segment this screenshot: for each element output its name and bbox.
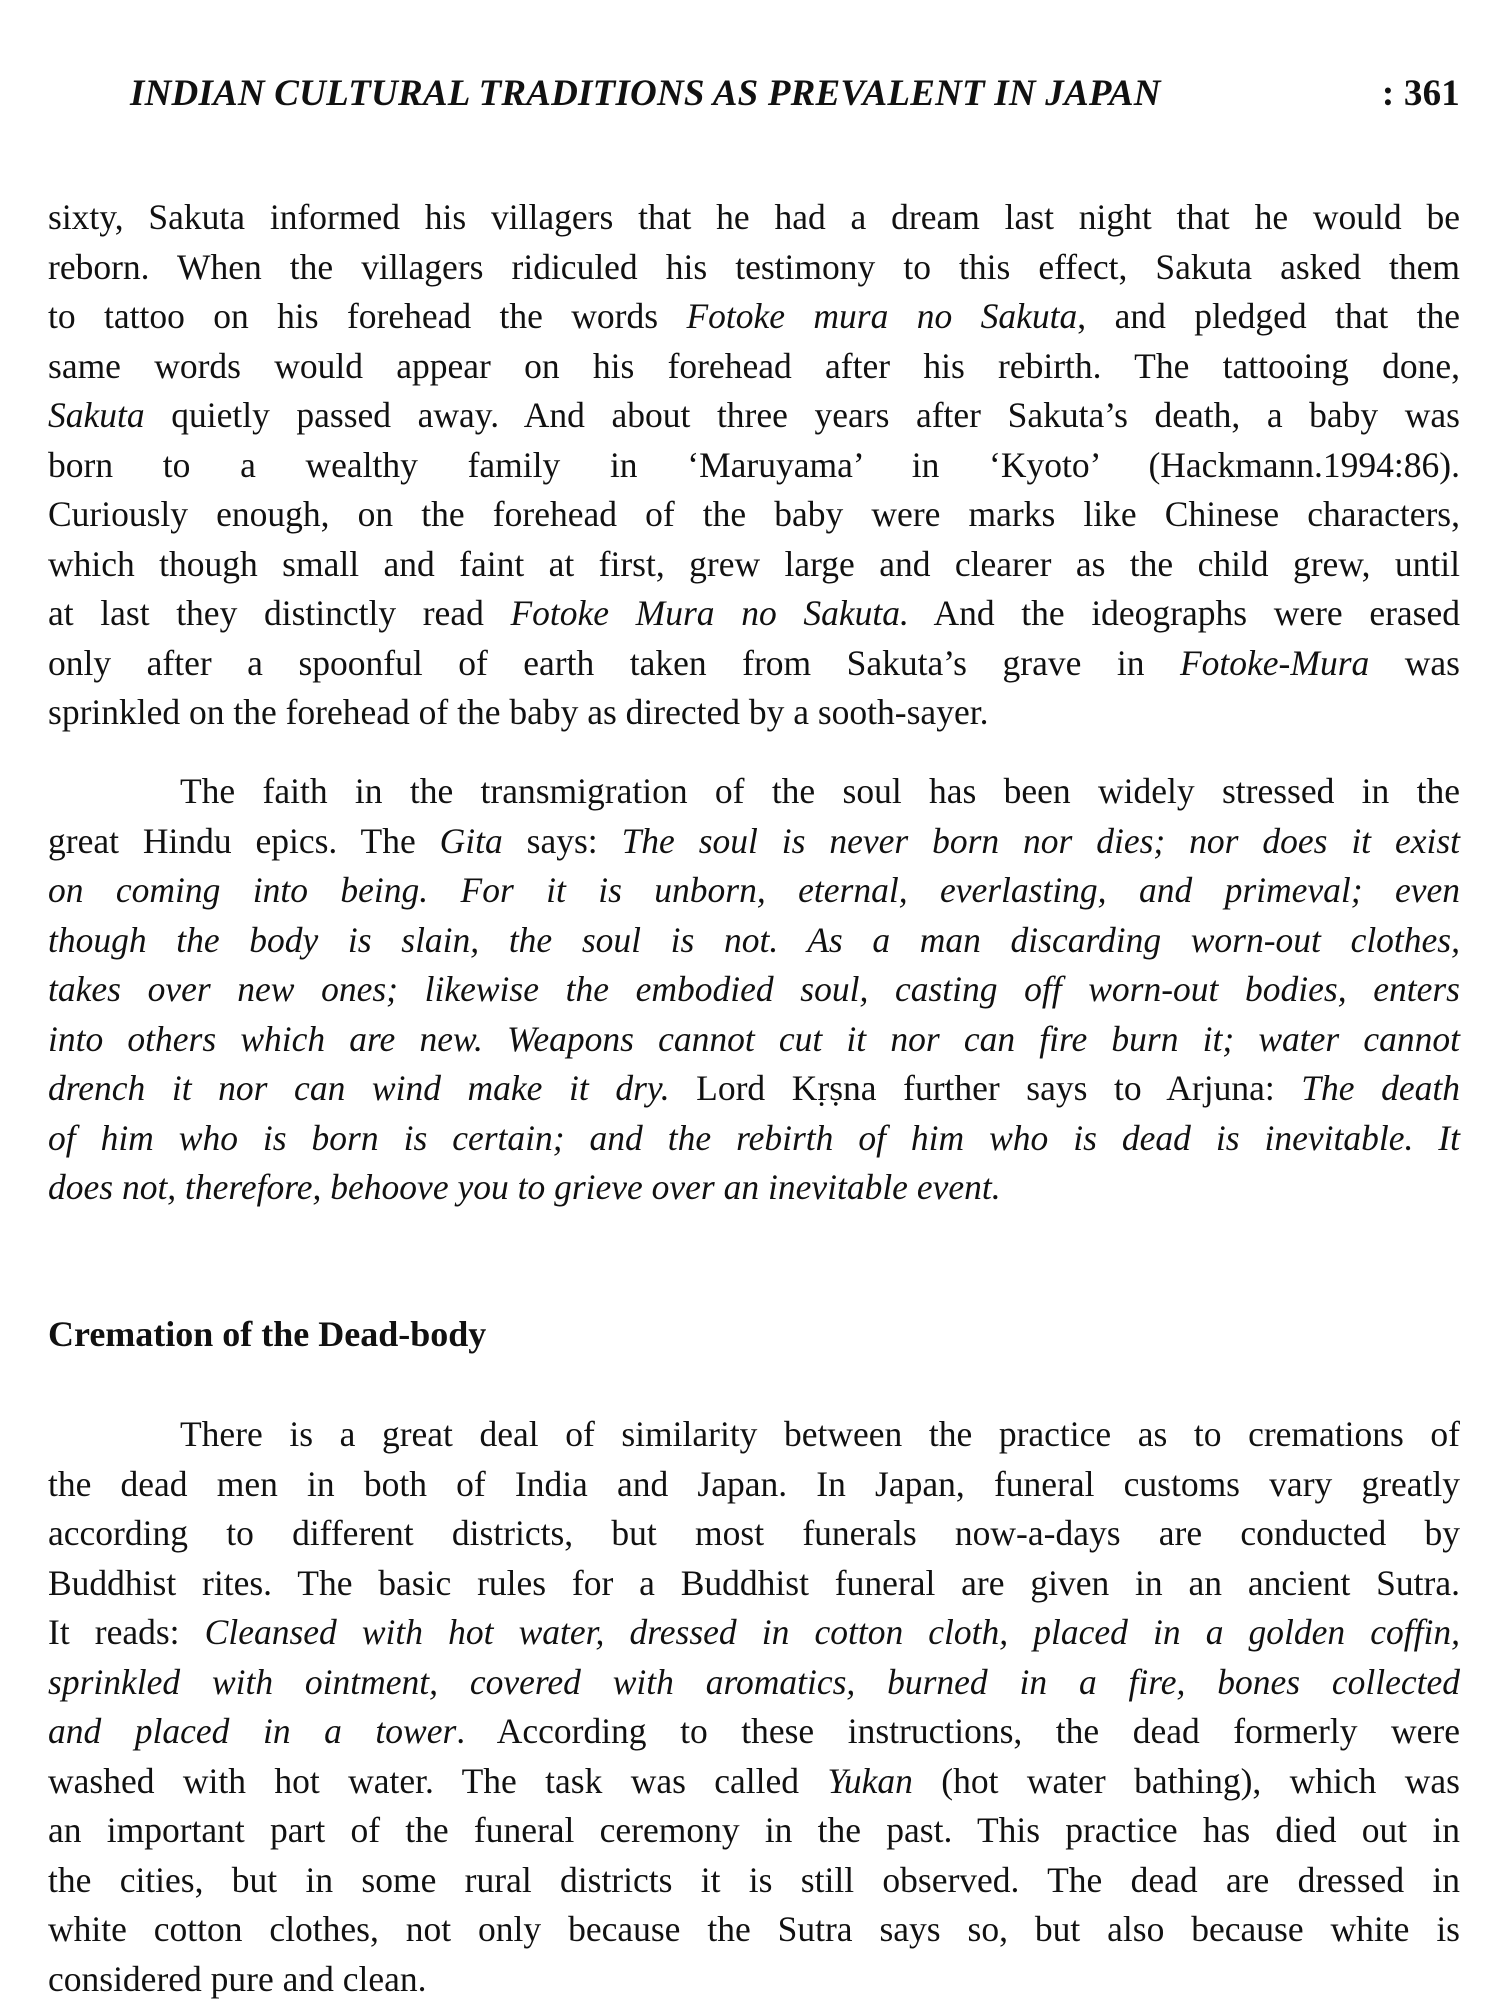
text-run: Lord Kṛṣna further says to Arjuna: [670,1068,1302,1108]
page-number: : 361 [1382,72,1460,115]
text-run: . According to these instructions, the dead formerly were [456,1711,1460,1751]
text-run: same words would appear on his forehead after his rebirth. The tattooing done, [48,346,1460,386]
text-line [48,916,1460,966]
text-line [48,1509,1460,1559]
text-run: , and pledged that the [1077,296,1460,336]
italic-text: sprinkled with ointment, covered with aromatics, burned in a fire, bones collected [48,1662,1460,1702]
text-run: born to a wealthy family in ‘Maruyama’ in ‘Kyoto’ (Hackmann.1994:86). [48,445,1460,485]
text-line [48,1559,1460,1609]
text-line [48,1806,1460,1856]
text-line [48,1410,1460,1460]
text-line [48,1064,1460,1114]
text-run: Buddhist rites. The basic rules for a Buddhist funeral are given in an ancient Sutra. [48,1563,1460,1603]
italic-text: of him who is born is certain; and the rebirth of him who is dead is inevitable. It [48,1118,1460,1158]
text-run: an important part of the funeral ceremony in the past. This practice has died out in [48,1810,1460,1850]
text-run: white cotton clothes, not only because the Sutra says so, but also because white is [48,1909,1460,1949]
text-run: which though small and faint at first, grew large and clearer as the child grew, until [48,544,1460,584]
text-line [48,1757,1460,1807]
text-line [48,1856,1460,1906]
text-line [48,391,1460,441]
italic-text: The death [1301,1068,1460,1108]
section-heading: Cremation of the Dead-body [48,1313,486,1355]
text-line [48,1707,1460,1757]
running-head [130,72,1460,132]
text-run: Curiously enough, on the forehead of the baby were marks like Chinese characters, [48,494,1460,534]
text-run: sixty, Sakuta informed his villagers that he had a dream last night that he would be [48,197,1460,237]
text-run: reborn. When the villagers ridiculed his testimony to this effect, Sakuta asked them [48,247,1460,287]
italic-text: Sakuta [48,395,145,435]
paragraph-2 [48,767,1460,1213]
chapter-title: INDIAN CULTURAL TRADITIONS AS PREVALENT IN JAPAN [130,72,1161,115]
text-line [48,1608,1460,1658]
text-line [48,1658,1460,1708]
text-line [48,1163,1460,1213]
text-run: washed with hot water. The task was called [48,1761,827,1801]
italic-text: and placed in a tower [48,1711,456,1751]
text-run: There is a great deal of similarity between the practice as to cremations of [180,1414,1460,1454]
text-line [48,1460,1460,1510]
text-line [48,342,1460,392]
text-run: quietly passed away. And about three years after Sakuta’s death, a baby was [145,395,1460,435]
text-line [48,817,1460,867]
text-run: considered pure and clean. [48,1959,427,1999]
paragraph-3 [48,1410,1460,2004]
text-line [48,965,1460,1015]
italic-text: Yukan [827,1761,913,1801]
text-line [48,866,1460,916]
italic-text: Fotoke-Mura [1180,643,1369,683]
italic-text: takes over new ones; likewise the embodied soul, casting off worn-out bodies, enters [48,969,1460,1009]
text-line [48,688,1460,738]
text-line [48,292,1460,342]
text-line [48,1955,1460,2004]
text-line [48,243,1460,293]
italic-text: does not, therefore, behoove you to grieve over an inevitable event. [48,1167,1001,1207]
text-run: It reads: [48,1612,205,1652]
text-run: the dead men in both of India and Japan. In Japan, funeral customs vary greatly [48,1464,1460,1504]
text-line [48,193,1460,243]
text-run: (hot water bathing), which was [913,1761,1460,1801]
text-run: And the ideographs were erased [909,593,1460,633]
text-line [48,540,1460,590]
text-line [48,1015,1460,1065]
text-run: according to different districts, but most funerals now-a-days are conducted by [48,1513,1460,1553]
italic-text: Cleansed with hot water, dressed in cotton cloth, placed in a golden coffin, [205,1612,1460,1652]
italic-text: though the body is slain, the soul is not. As a man discarding worn-out clothes, [48,920,1460,960]
text-run: the cities, but in some rural districts it is still observed. The dead are dressed in [48,1860,1460,1900]
text-line [48,441,1460,491]
text-run: The faith in the transmigration of the soul has been widely stressed in the [180,771,1460,811]
italic-text: The soul is never born nor dies; nor does it exist [622,821,1460,861]
text-line [48,490,1460,540]
italic-text: drench it nor can wind make it dry. [48,1068,670,1108]
italic-text: on coming into being. For it is unborn, eternal, everlasting, and primeval; even [48,870,1460,910]
text-run: great Hindu epics. The [48,821,440,861]
italic-text: into others which are new. Weapons cannot cut it nor can fire burn it; water cannot [48,1019,1460,1059]
text-line [48,1905,1460,1955]
text-line [48,767,1460,817]
text-line [48,639,1460,689]
text-run: says: [503,821,622,861]
text-run: sprinkled on the forehead of the baby as directed by a sooth-sayer. [48,692,988,732]
text-run: only after a spoonful of earth taken from Sakuta’s grave in [48,643,1180,683]
italic-text: Fotoke mura no Sakuta [686,296,1077,336]
text-line [48,1114,1460,1164]
paragraph-1 [48,193,1460,738]
italic-text: Fotoke Mura no Sakuta. [510,593,908,633]
text-run: was [1369,643,1460,683]
text-run: to tattoo on his forehead the words [48,296,686,336]
text-line [48,589,1460,639]
italic-text: Gita [440,821,503,861]
text-run: at last they distinctly read [48,593,510,633]
